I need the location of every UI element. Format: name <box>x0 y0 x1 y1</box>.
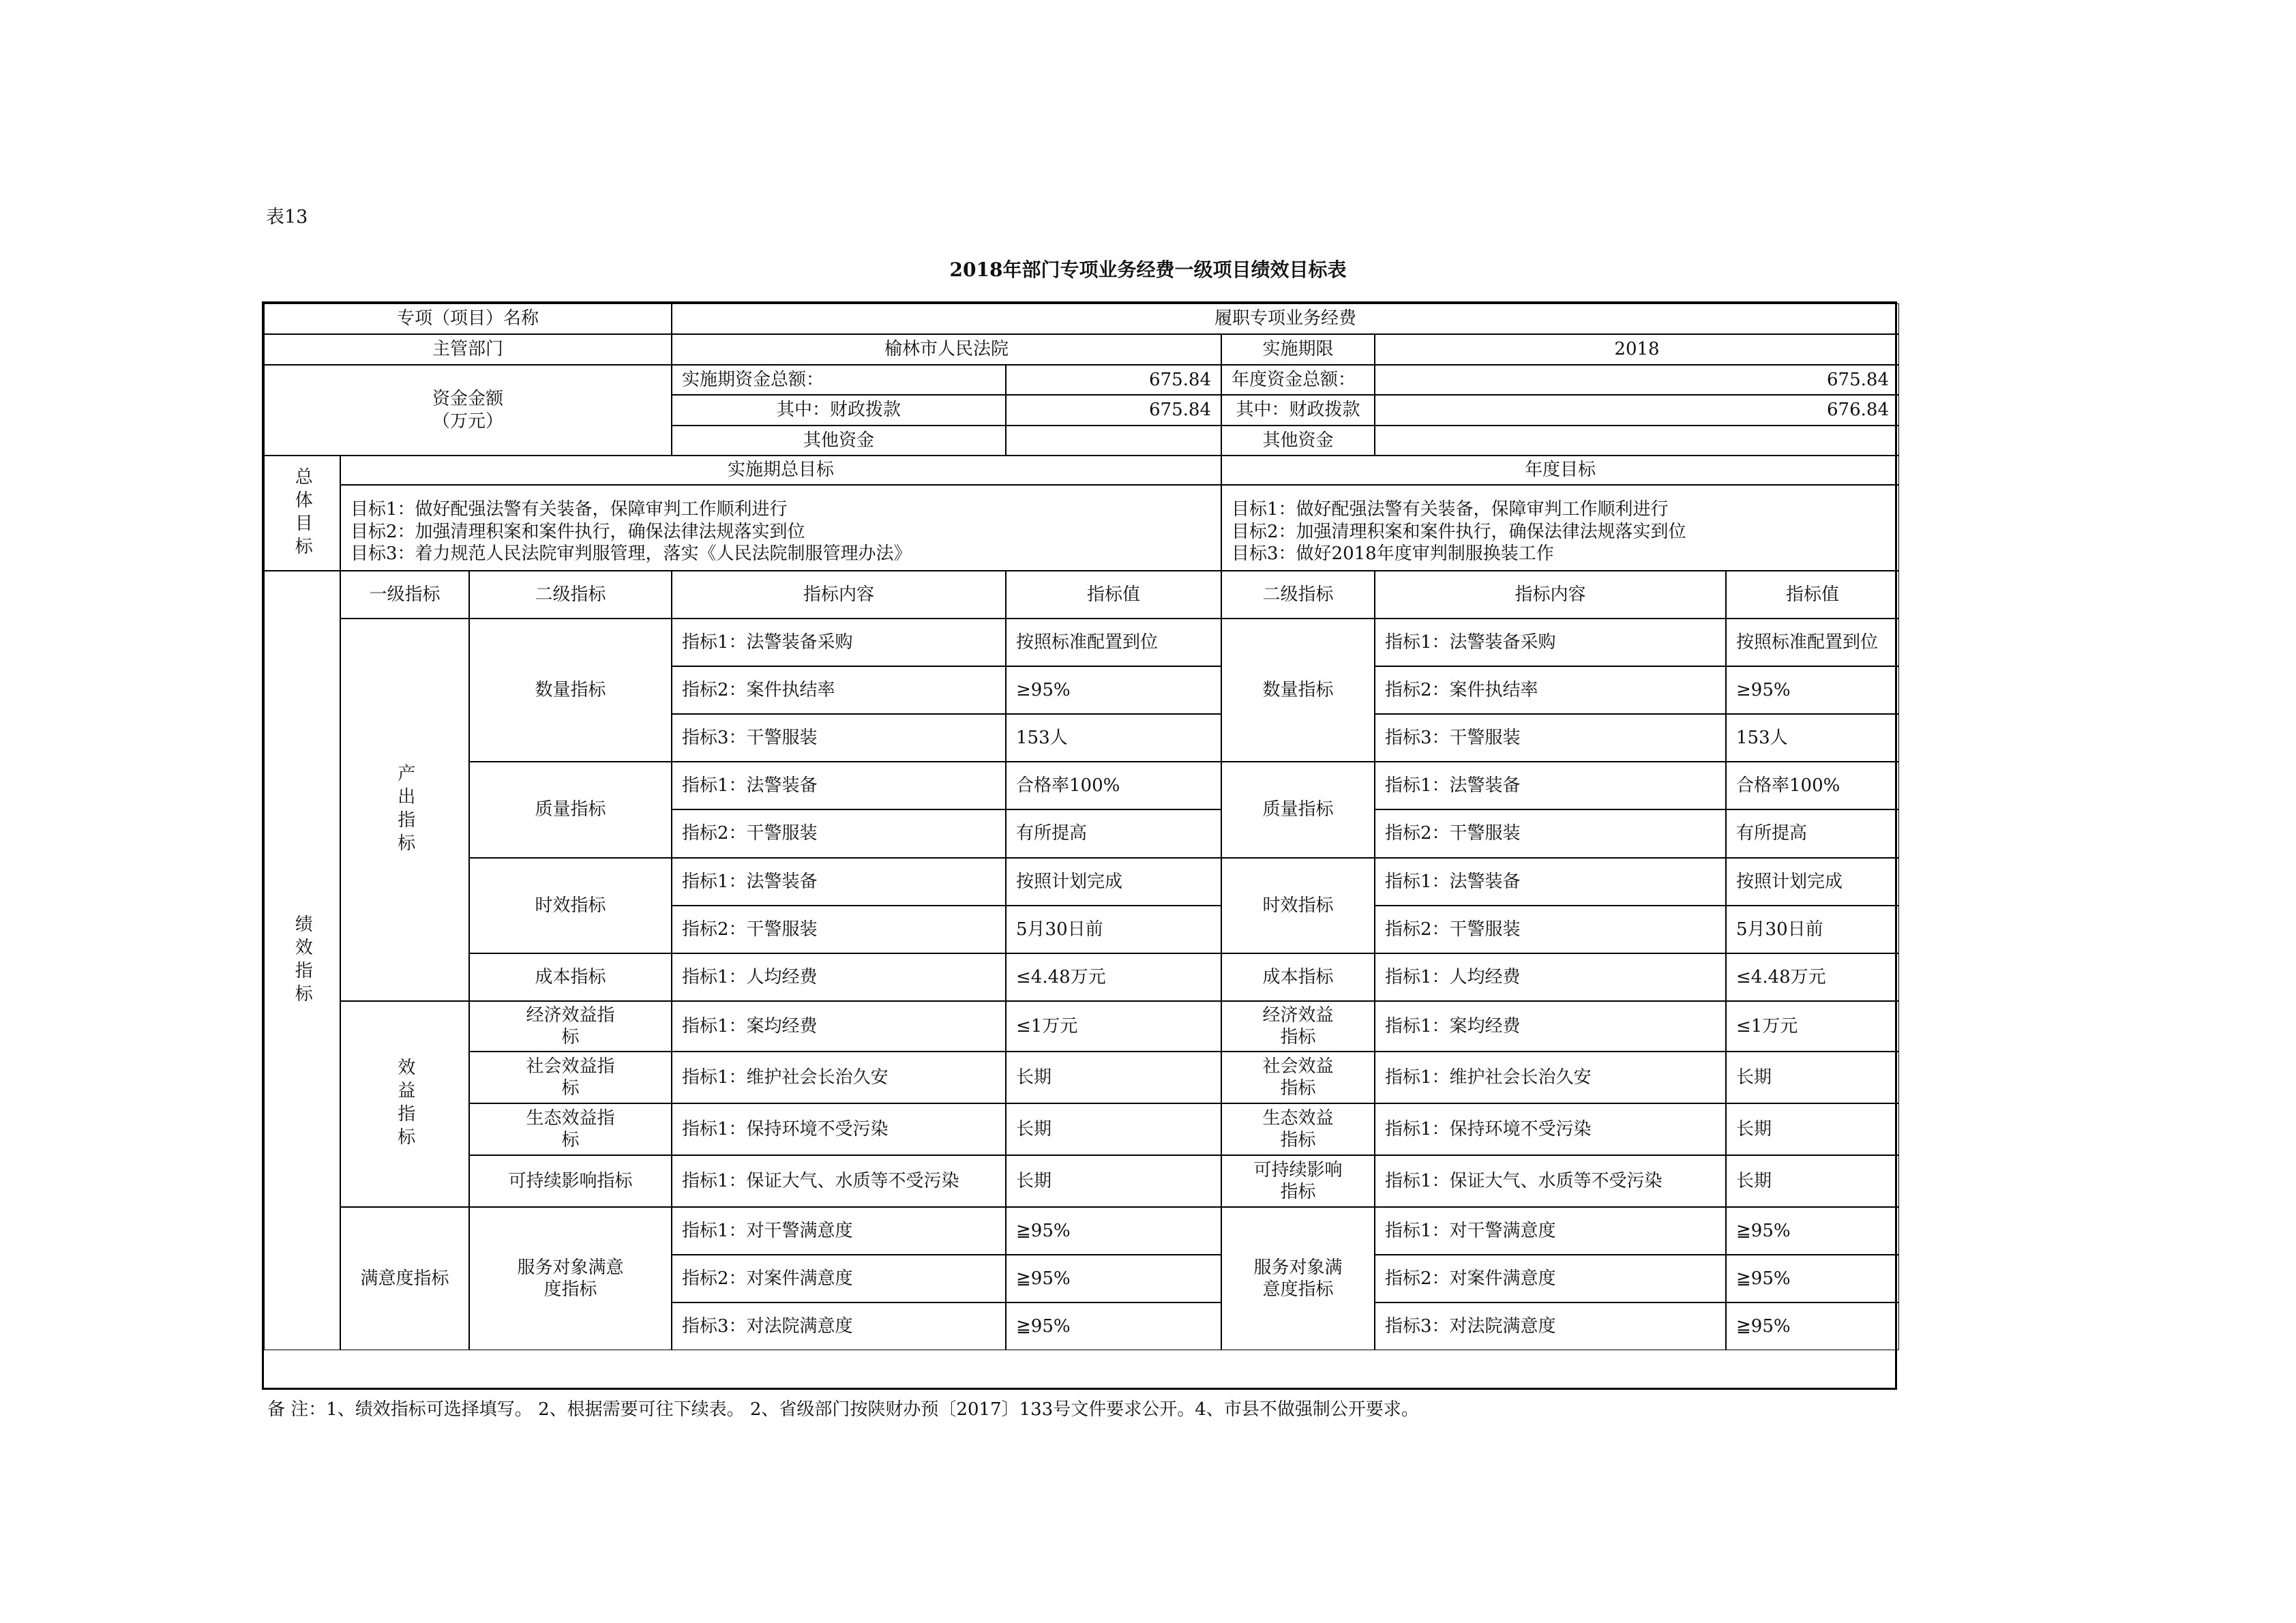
timeliness-label-left: 时效指标 <box>469 858 672 953</box>
indicator-value: ≧95% <box>1726 1302 1899 1350</box>
performance-table <box>262 301 1897 1390</box>
indicator-content: 指标2：对案件满意度 <box>1375 1255 1726 1302</box>
cost-label-left: 成本指标 <box>469 953 672 1001</box>
social-label-left: 社会效益指标 <box>469 1052 672 1103</box>
overall-goals-label: 总体目标 <box>292 466 313 560</box>
indicator-content: 指标1：保证大气、水质等不受污染 <box>672 1155 1006 1207</box>
indicator-content: 指标3：对法院满意度 <box>672 1302 1006 1350</box>
indicator-content: 指标1：维护社会长治久安 <box>1375 1052 1726 1103</box>
indicator-content: 指标2：干警服装 <box>672 809 1006 858</box>
indicator-content: 指标1：保证大气、水质等不受污染 <box>1375 1155 1726 1207</box>
sustainable-label-left: 可持续影响指标 <box>469 1155 672 1207</box>
indicator-value: 153人 <box>1006 714 1221 762</box>
indicator-content: 指标1：对干警满意度 <box>672 1207 1006 1255</box>
indicator-value: 按照计划完成 <box>1726 858 1899 906</box>
col-content-right: 指标内容 <box>1375 571 1726 619</box>
sustainable-label-right: 可持续影响指标 <box>1221 1155 1375 1207</box>
annual-goals-text <box>1221 485 1899 571</box>
service-label-left: 服务对象满意度指标 <box>469 1207 672 1350</box>
indicator-value: ≧95% <box>1006 1255 1221 1302</box>
cost-label-right: 成本指标 <box>1221 953 1375 1001</box>
indicator-value: 合格率100% <box>1726 762 1899 809</box>
indicator-value: ≤4.48万元 <box>1726 953 1899 1001</box>
annual-fiscal-value: 676.84 <box>1375 395 1899 426</box>
indicator-content: 指标2：干警服装 <box>1375 906 1726 953</box>
indicator-content: 指标1：对干警满意度 <box>1375 1207 1726 1255</box>
indicator-content: 指标1：人均经费 <box>1375 953 1726 1001</box>
project-name: 履职专项业务经费 <box>672 303 1899 334</box>
indicator-content: 指标2：干警服装 <box>672 906 1006 953</box>
dept-value: 榆林市人民法院 <box>672 334 1221 365</box>
impl-goal-3: 目标3：着力规范人民法院审判服管理，落实《人民法院制服管理办法》 <box>351 544 912 565</box>
indicator-value: 长期 <box>1726 1103 1899 1155</box>
indicator-content: 指标1：法警装备 <box>1375 858 1726 906</box>
indicator-content: 指标1：保持环境不受污染 <box>672 1103 1006 1155</box>
impl-goals-title: 实施期总目标 <box>340 456 1221 485</box>
indicator-content: 指标2：案件执结率 <box>672 666 1006 714</box>
quantity-label-right: 数量指标 <box>1221 619 1375 762</box>
funds-label-line2: （万元） <box>432 411 503 432</box>
indicator-value: 长期 <box>1726 1155 1899 1207</box>
indicator-content: 指标1：法警装备 <box>672 762 1006 809</box>
footnote: 备 注：1、绩效指标可选择填写。 2、根据需要可往下续表。 2、省级部门按陕财办预〔2017〕133号文件要求公开。4、市县不做强制公开要求。 <box>267 1399 1419 1420</box>
impl-total-value: 675.84 <box>1006 365 1221 395</box>
impl-goal-1: 目标1：做好配强法警有关装备，保障审判工作顺利进行 <box>351 499 788 520</box>
period-label: 实施期限 <box>1221 334 1375 365</box>
indicator-value: ≧95% <box>1006 1207 1221 1255</box>
impl-other-label: 其他资金 <box>672 426 1006 456</box>
satisfaction-indicators-label: 满意度指标 <box>340 1207 469 1350</box>
indicator-content: 指标1：保持环境不受污染 <box>1375 1103 1726 1155</box>
ecological-label-left: 生态效益指标 <box>469 1103 672 1155</box>
impl-goals-text <box>340 485 1221 571</box>
annual-goal-2: 目标2：加强清理积案和案件执行，确保法律法规落实到位 <box>1232 521 1686 542</box>
indicator-value: 按照计划完成 <box>1006 858 1221 906</box>
project-name-label: 专项（项目）名称 <box>264 303 672 334</box>
indicator-value: 长期 <box>1006 1052 1221 1103</box>
impl-fiscal-label: 其中：财政拨款 <box>672 395 1006 426</box>
indicator-value: 长期 <box>1006 1155 1221 1207</box>
indicator-content: 指标1：维护社会长治久安 <box>672 1052 1006 1103</box>
economic-label-right: 经济效益指标 <box>1221 1001 1375 1052</box>
indicator-content: 指标1：法警装备采购 <box>1375 619 1726 666</box>
indicator-content: 指标2：案件执结率 <box>1375 666 1726 714</box>
indicator-value: ≥95% <box>1006 666 1221 714</box>
indicator-content: 指标2：干警服装 <box>1375 809 1726 858</box>
indicator-content: 指标1：法警装备采购 <box>672 619 1006 666</box>
impl-total-label: 实施期资金总额： <box>672 365 1006 395</box>
benefit-indicators-label: 效益指标 <box>394 1058 415 1150</box>
timeliness-label-right: 时效指标 <box>1221 858 1375 953</box>
output-indicators-label: 产出指标 <box>394 763 415 857</box>
indicator-content: 指标3：对法院满意度 <box>1375 1302 1726 1350</box>
funds-label-line1: 资金金额 <box>432 389 503 409</box>
indicator-value: 有所提高 <box>1726 809 1899 858</box>
annual-goal-3: 目标3：做好2018年度审判制服换装工作 <box>1232 544 1554 565</box>
col-level1: 一级指标 <box>340 571 469 619</box>
annual-other-value <box>1375 426 1899 456</box>
indicator-content: 指标3：干警服装 <box>1375 714 1726 762</box>
indicator-content: 指标2：对案件满意度 <box>672 1255 1006 1302</box>
indicator-value: 5月30日前 <box>1006 906 1221 953</box>
document-title: 2018年部门专项业务经费一级项目绩效目标表 <box>949 258 1347 281</box>
indicator-value: ≤1万元 <box>1006 1001 1221 1052</box>
indicator-value: ≤4.48万元 <box>1006 953 1221 1001</box>
col-value-right: 指标值 <box>1726 571 1899 619</box>
indicators-side-label: 绩效指标 <box>292 914 313 1007</box>
indicator-content: 指标1：人均经费 <box>672 953 1006 1001</box>
indicator-content: 指标1：法警装备 <box>672 858 1006 906</box>
period-value: 2018 <box>1375 334 1899 365</box>
service-label-right: 服务对象满意度指标 <box>1221 1207 1375 1350</box>
col-content-left: 指标内容 <box>672 571 1006 619</box>
table-label: 表13 <box>266 207 308 228</box>
indicator-value: ≤1万元 <box>1726 1001 1899 1052</box>
indicator-value: 5月30日前 <box>1726 906 1899 953</box>
annual-goals-title: 年度目标 <box>1221 456 1899 485</box>
quality-label-left: 质量指标 <box>469 762 672 858</box>
annual-fiscal-label: 其中：财政拨款 <box>1221 395 1375 426</box>
annual-total-value: 675.84 <box>1375 365 1899 395</box>
economic-label-left: 经济效益指标 <box>469 1001 672 1052</box>
dept-label: 主管部门 <box>264 334 672 365</box>
indicator-content: 指标3：干警服装 <box>672 714 1006 762</box>
quality-label-right: 质量指标 <box>1221 762 1375 858</box>
indicator-value: 按照标准配置到位 <box>1726 619 1899 666</box>
indicator-value: ≧95% <box>1726 1255 1899 1302</box>
indicator-value: 有所提高 <box>1006 809 1221 858</box>
col-value-left: 指标值 <box>1006 571 1221 619</box>
social-label-right: 社会效益指标 <box>1221 1052 1375 1103</box>
indicator-content: 指标1：案均经费 <box>1375 1001 1726 1052</box>
indicator-value: ≥95% <box>1726 666 1899 714</box>
indicator-value: 按照标准配置到位 <box>1006 619 1221 666</box>
annual-other-label: 其他资金 <box>1221 426 1375 456</box>
impl-other-value <box>1006 426 1221 456</box>
annual-goal-1: 目标1：做好配强法警有关装备，保障审判工作顺利进行 <box>1232 499 1669 520</box>
indicator-value: 合格率100% <box>1006 762 1221 809</box>
annual-total-label: 年度资金总额： <box>1221 365 1375 395</box>
impl-goal-2: 目标2：加强清理积案和案件执行，确保法律法规落实到位 <box>351 521 805 542</box>
indicator-value: ≧95% <box>1726 1207 1899 1255</box>
quantity-label-left: 数量指标 <box>469 619 672 762</box>
indicator-content: 指标1：法警装备 <box>1375 762 1726 809</box>
col-level2-right: 二级指标 <box>1221 571 1375 619</box>
indicator-value: 长期 <box>1006 1103 1221 1155</box>
indicator-value: 153人 <box>1726 714 1899 762</box>
impl-fiscal-value: 675.84 <box>1006 395 1221 426</box>
col-level2-left: 二级指标 <box>469 571 672 619</box>
ecological-label-right: 生态效益指标 <box>1221 1103 1375 1155</box>
indicator-value: ≧95% <box>1006 1302 1221 1350</box>
funds-label <box>264 365 672 456</box>
indicator-content: 指标1：案均经费 <box>672 1001 1006 1052</box>
indicator-value: 长期 <box>1726 1052 1899 1103</box>
